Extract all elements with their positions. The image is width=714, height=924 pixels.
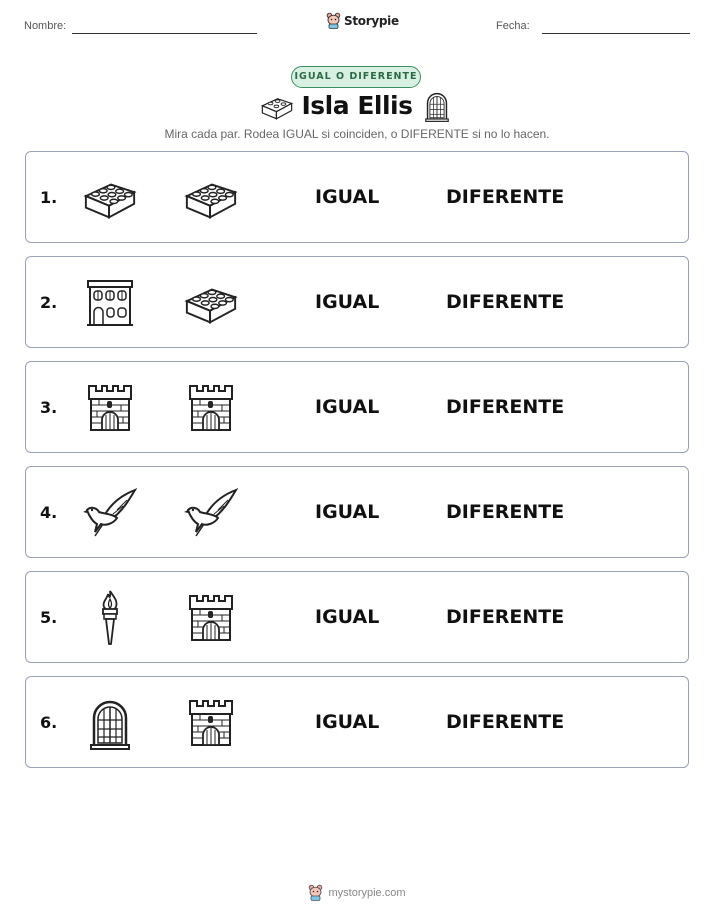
castle-tower-icon	[183, 698, 239, 748]
diferente-option[interactable]: DIFERENTE	[446, 501, 565, 523]
building-icon	[82, 278, 138, 328]
question-list	[25, 151, 689, 781]
igual-option[interactable]: IGUAL	[315, 186, 380, 208]
question-row-3	[25, 361, 689, 453]
mascot-icon	[308, 884, 323, 901]
lego-brick-icon	[82, 173, 138, 223]
question-row-6	[25, 676, 689, 768]
name-label: Nombre:	[24, 20, 67, 32]
castle-tower-icon	[183, 383, 239, 433]
igual-option[interactable]: IGUAL	[315, 291, 380, 313]
diferente-option[interactable]: DIFERENTE	[446, 606, 565, 628]
castle-tower-icon	[82, 383, 138, 433]
brand-logo	[326, 12, 399, 29]
mascot-icon	[326, 12, 341, 29]
igual-option[interactable]: IGUAL	[315, 396, 380, 418]
torch-icon	[82, 593, 138, 643]
seagull-icon	[183, 488, 239, 538]
castle-tower-icon	[183, 593, 239, 643]
diferente-option[interactable]: DIFERENTE	[446, 186, 565, 208]
name-field-line[interactable]	[72, 33, 257, 34]
igual-option[interactable]: IGUAL	[315, 501, 380, 523]
question-number: 1.	[40, 188, 58, 207]
date-label: Fecha:	[496, 20, 530, 32]
diferente-option[interactable]: DIFERENTE	[446, 396, 565, 418]
diferente-option[interactable]: DIFERENTE	[446, 711, 565, 733]
question-number: 4.	[40, 503, 58, 522]
question-row-5	[25, 571, 689, 663]
question-number: 3.	[40, 398, 58, 417]
worksheet-type-badge: IGUAL O DIFERENTE	[291, 66, 421, 88]
question-number: 5.	[40, 608, 58, 627]
footer-url[interactable]: mystorypie.com	[328, 886, 406, 899]
question-row-2	[25, 256, 689, 348]
page-title: Isla Ellis	[301, 91, 413, 120]
lego-brick-icon	[183, 173, 239, 223]
diferente-option[interactable]: DIFERENTE	[446, 291, 565, 313]
question-number: 2.	[40, 293, 58, 312]
brand-name: Storypie	[344, 13, 399, 28]
arched-window-icon	[424, 90, 450, 122]
footer	[0, 884, 714, 901]
seagull-icon	[82, 488, 138, 538]
question-number: 6.	[40, 713, 58, 732]
question-row-4	[25, 466, 689, 558]
lego-brick-icon	[183, 278, 239, 328]
question-row-1	[25, 151, 689, 243]
instructions: Mira cada par. Rodea IGUAL si coinciden, o DIFERENTE si no lo hacen.	[164, 127, 550, 141]
igual-option[interactable]: IGUAL	[315, 711, 380, 733]
arched-window-icon	[82, 698, 138, 748]
date-field-line[interactable]	[542, 33, 690, 34]
igual-option[interactable]: IGUAL	[315, 606, 380, 628]
